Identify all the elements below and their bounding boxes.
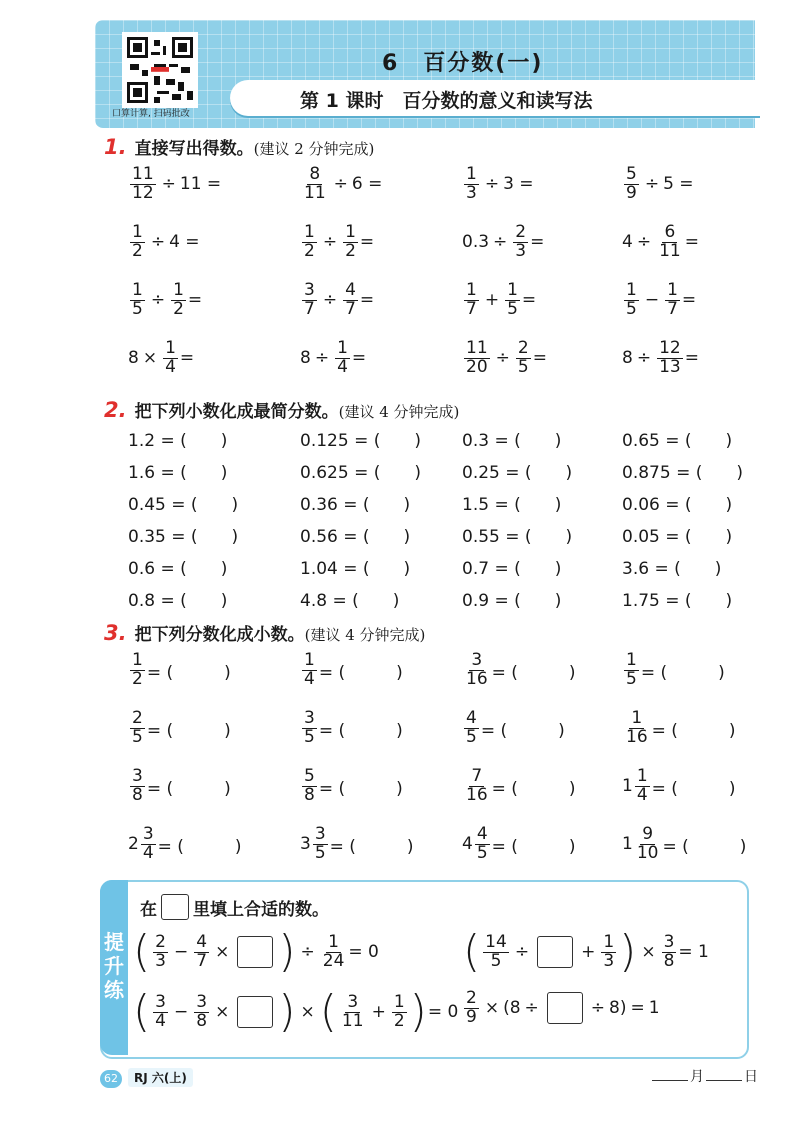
answer-box-example (161, 894, 189, 920)
calc-item: $\frac{3}{7}$ ÷ $\frac{4}{7}$ = (304, 280, 375, 319)
decimal-item: 0.45 = ( ) (128, 495, 239, 515)
improve-instruction (140, 894, 329, 920)
calc-item: 8 ÷ $\frac{12}{13}$ = (622, 338, 699, 377)
fraction-item: 1 $\frac{9}{10}$ = ( ) (622, 824, 747, 863)
decimal-item: 0.3 = ( ) (462, 431, 562, 451)
section-title: 把下列小数化成最简分数。 (134, 402, 339, 422)
calc-item: 0.3 ÷ $\frac{2}{3}$ = (462, 222, 545, 261)
calc-item: $\frac{1}{2}$ ÷ 4 = (132, 222, 200, 261)
fraction-item: 4 $\frac{4}{5}$ = ( ) (462, 824, 576, 863)
decimal-item: 0.65 = ( ) (622, 431, 733, 451)
decimal-item: 1.75 = ( ) (622, 591, 733, 611)
decimal-item: 0.56 = ( ) (300, 527, 411, 547)
fraction-item: $\frac{2}{5}$ = ( ) (132, 708, 231, 747)
qr-code[interactable] (122, 32, 198, 108)
section-2-heading (104, 397, 459, 422)
decimal-item: 1.5 = ( ) (462, 495, 562, 515)
decimal-item: 0.9 = ( ) (462, 591, 562, 611)
decimal-item: 1.2 = ( ) (128, 431, 228, 451)
fraction-item: $\frac{5}{8}$ = ( ) (304, 766, 403, 805)
unit-title: 6 百分数(一) (382, 51, 544, 76)
answer-box[interactable] (547, 992, 583, 1024)
improve-eq-4: $\frac{2}{9}$ × (8 ÷ ÷ 8) = 1 (466, 988, 660, 1027)
calc-item: 4 ÷ $\frac{6}{11}$ = (622, 222, 699, 261)
day-label: 日 (744, 1069, 758, 1085)
improve-label: 提升练 (104, 930, 124, 1002)
fraction-item: $\frac{7}{16}$ = ( ) (466, 766, 576, 805)
decimal-item: 0.8 = ( ) (128, 591, 228, 611)
decimal-item: 1.04 = ( ) (300, 559, 411, 579)
decimal-item: 0.7 = ( ) (462, 559, 562, 579)
instruction-post: 里填上合适的数。 (193, 899, 329, 920)
decimal-item: 0.125 = ( ) (300, 431, 421, 451)
decimal-item: 0.36 = ( ) (300, 495, 411, 515)
section-hint: (建议 4 分钟完成) (304, 626, 426, 644)
section-1-heading (104, 134, 374, 159)
section-title: 把下列分数化成小数。 (134, 625, 305, 645)
calc-item: $\frac{5}{9}$ ÷ 5 = (626, 164, 694, 203)
section-number: 2. (104, 398, 127, 422)
answer-box[interactable] (237, 996, 273, 1028)
fraction-item: $\frac{1}{5}$ = ( ) (626, 650, 725, 689)
decimal-item: 1.6 = ( ) (128, 463, 228, 483)
calc-item: $\frac{8}{11}$ ÷ 6 = (304, 164, 383, 203)
fraction-item: $\frac{1}{16}$ = ( ) (626, 708, 736, 747)
section-hint: (建议 2 分钟完成) (253, 140, 375, 158)
answer-box[interactable] (237, 936, 273, 968)
fraction-item: $\frac{3}{16}$ = ( ) (466, 650, 576, 689)
calc-item: $\frac{1}{5}$ − $\frac{1}{7}$ = (626, 280, 697, 319)
decimal-item: 0.05 = ( ) (622, 527, 733, 547)
decimal-item: 0.55 = ( ) (462, 527, 573, 547)
improve-eq-3: ( $\frac{3}{4}$ − $\frac{3}{8}$ × ) × ( $\frac{3}{11}$ + $\frac{1}{2}$ ) = 0 (133, 986, 459, 1037)
calc-item: 8 × $\frac{1}{4}$ = (128, 338, 195, 377)
fraction-item: $\frac{1}{2}$ = ( ) (132, 650, 231, 689)
section-title: 直接写出得数。 (134, 139, 254, 159)
page-number: 62 (100, 1070, 122, 1088)
decimal-item: 4.8 = ( ) (300, 591, 400, 611)
decimal-item: 0.6 = ( ) (128, 559, 228, 579)
section-number: 1. (104, 135, 127, 159)
calc-item: $\frac{1}{3}$ ÷ 3 = (466, 164, 534, 203)
fraction-item: $\frac{1}{4}$ = ( ) (304, 650, 403, 689)
decimal-item: 0.875 = ( ) (622, 463, 743, 483)
section-hint: (建议 4 分钟完成) (338, 403, 460, 421)
fraction-item: $\frac{3}{8}$ = ( ) (132, 766, 231, 805)
qr-caption: 口算计算, 扫码批改 (112, 109, 190, 119)
decimal-item: 0.35 = ( ) (128, 527, 239, 547)
answer-box[interactable] (537, 936, 573, 968)
calc-item: 8 ÷ $\frac{1}{4}$ = (300, 338, 367, 377)
fraction-item: $\frac{4}{5}$ = ( ) (466, 708, 565, 747)
month-label: 月 (690, 1069, 704, 1085)
calc-item: $\frac{11}{12}$ ÷ 11 = (132, 164, 222, 203)
fraction-item: 1 $\frac{1}{4}$ = ( ) (622, 766, 736, 805)
calc-item: $\frac{1}{7}$ + $\frac{1}{5}$ = (466, 280, 537, 319)
instruction-pre: 在 (140, 899, 157, 920)
fraction-item: 3 $\frac{3}{5}$ = ( ) (300, 824, 414, 863)
calc-item: $\frac{1}{2}$ ÷ $\frac{1}{2}$ = (304, 222, 375, 261)
improve-eq-1: ( $\frac{2}{3}$ − $\frac{4}{7}$ × ) ÷ $\frac{1}{24}$ = 0 (133, 926, 379, 977)
section-3-heading (104, 620, 425, 645)
fraction-item: 2 $\frac{3}{4}$ = ( ) (128, 824, 242, 863)
date-line (650, 1066, 758, 1086)
calc-item: $\frac{1}{5}$ ÷ $\frac{1}{2}$ = (132, 280, 203, 319)
fraction-item: $\frac{3}{5}$ = ( ) (304, 708, 403, 747)
decimal-item: 0.625 = ( ) (300, 463, 421, 483)
section-number: 3. (104, 621, 127, 645)
decimal-item: 0.06 = ( ) (622, 495, 733, 515)
calc-item: $\frac{11}{20}$ ÷ $\frac{2}{5}$ = (466, 338, 547, 377)
decimal-item: 3.6 = ( ) (622, 559, 722, 579)
decimal-item: 0.25 = ( ) (462, 463, 573, 483)
lesson-title: 第 1 课时 百分数的意义和读写法 (300, 90, 593, 112)
book-label: RJ 六(上) (128, 1068, 193, 1087)
improve-eq-2: ( $\frac{14}{5}$ ÷ + $\frac{1}{3}$ ) × $\frac{3}{8}$ = 1 (463, 926, 709, 977)
